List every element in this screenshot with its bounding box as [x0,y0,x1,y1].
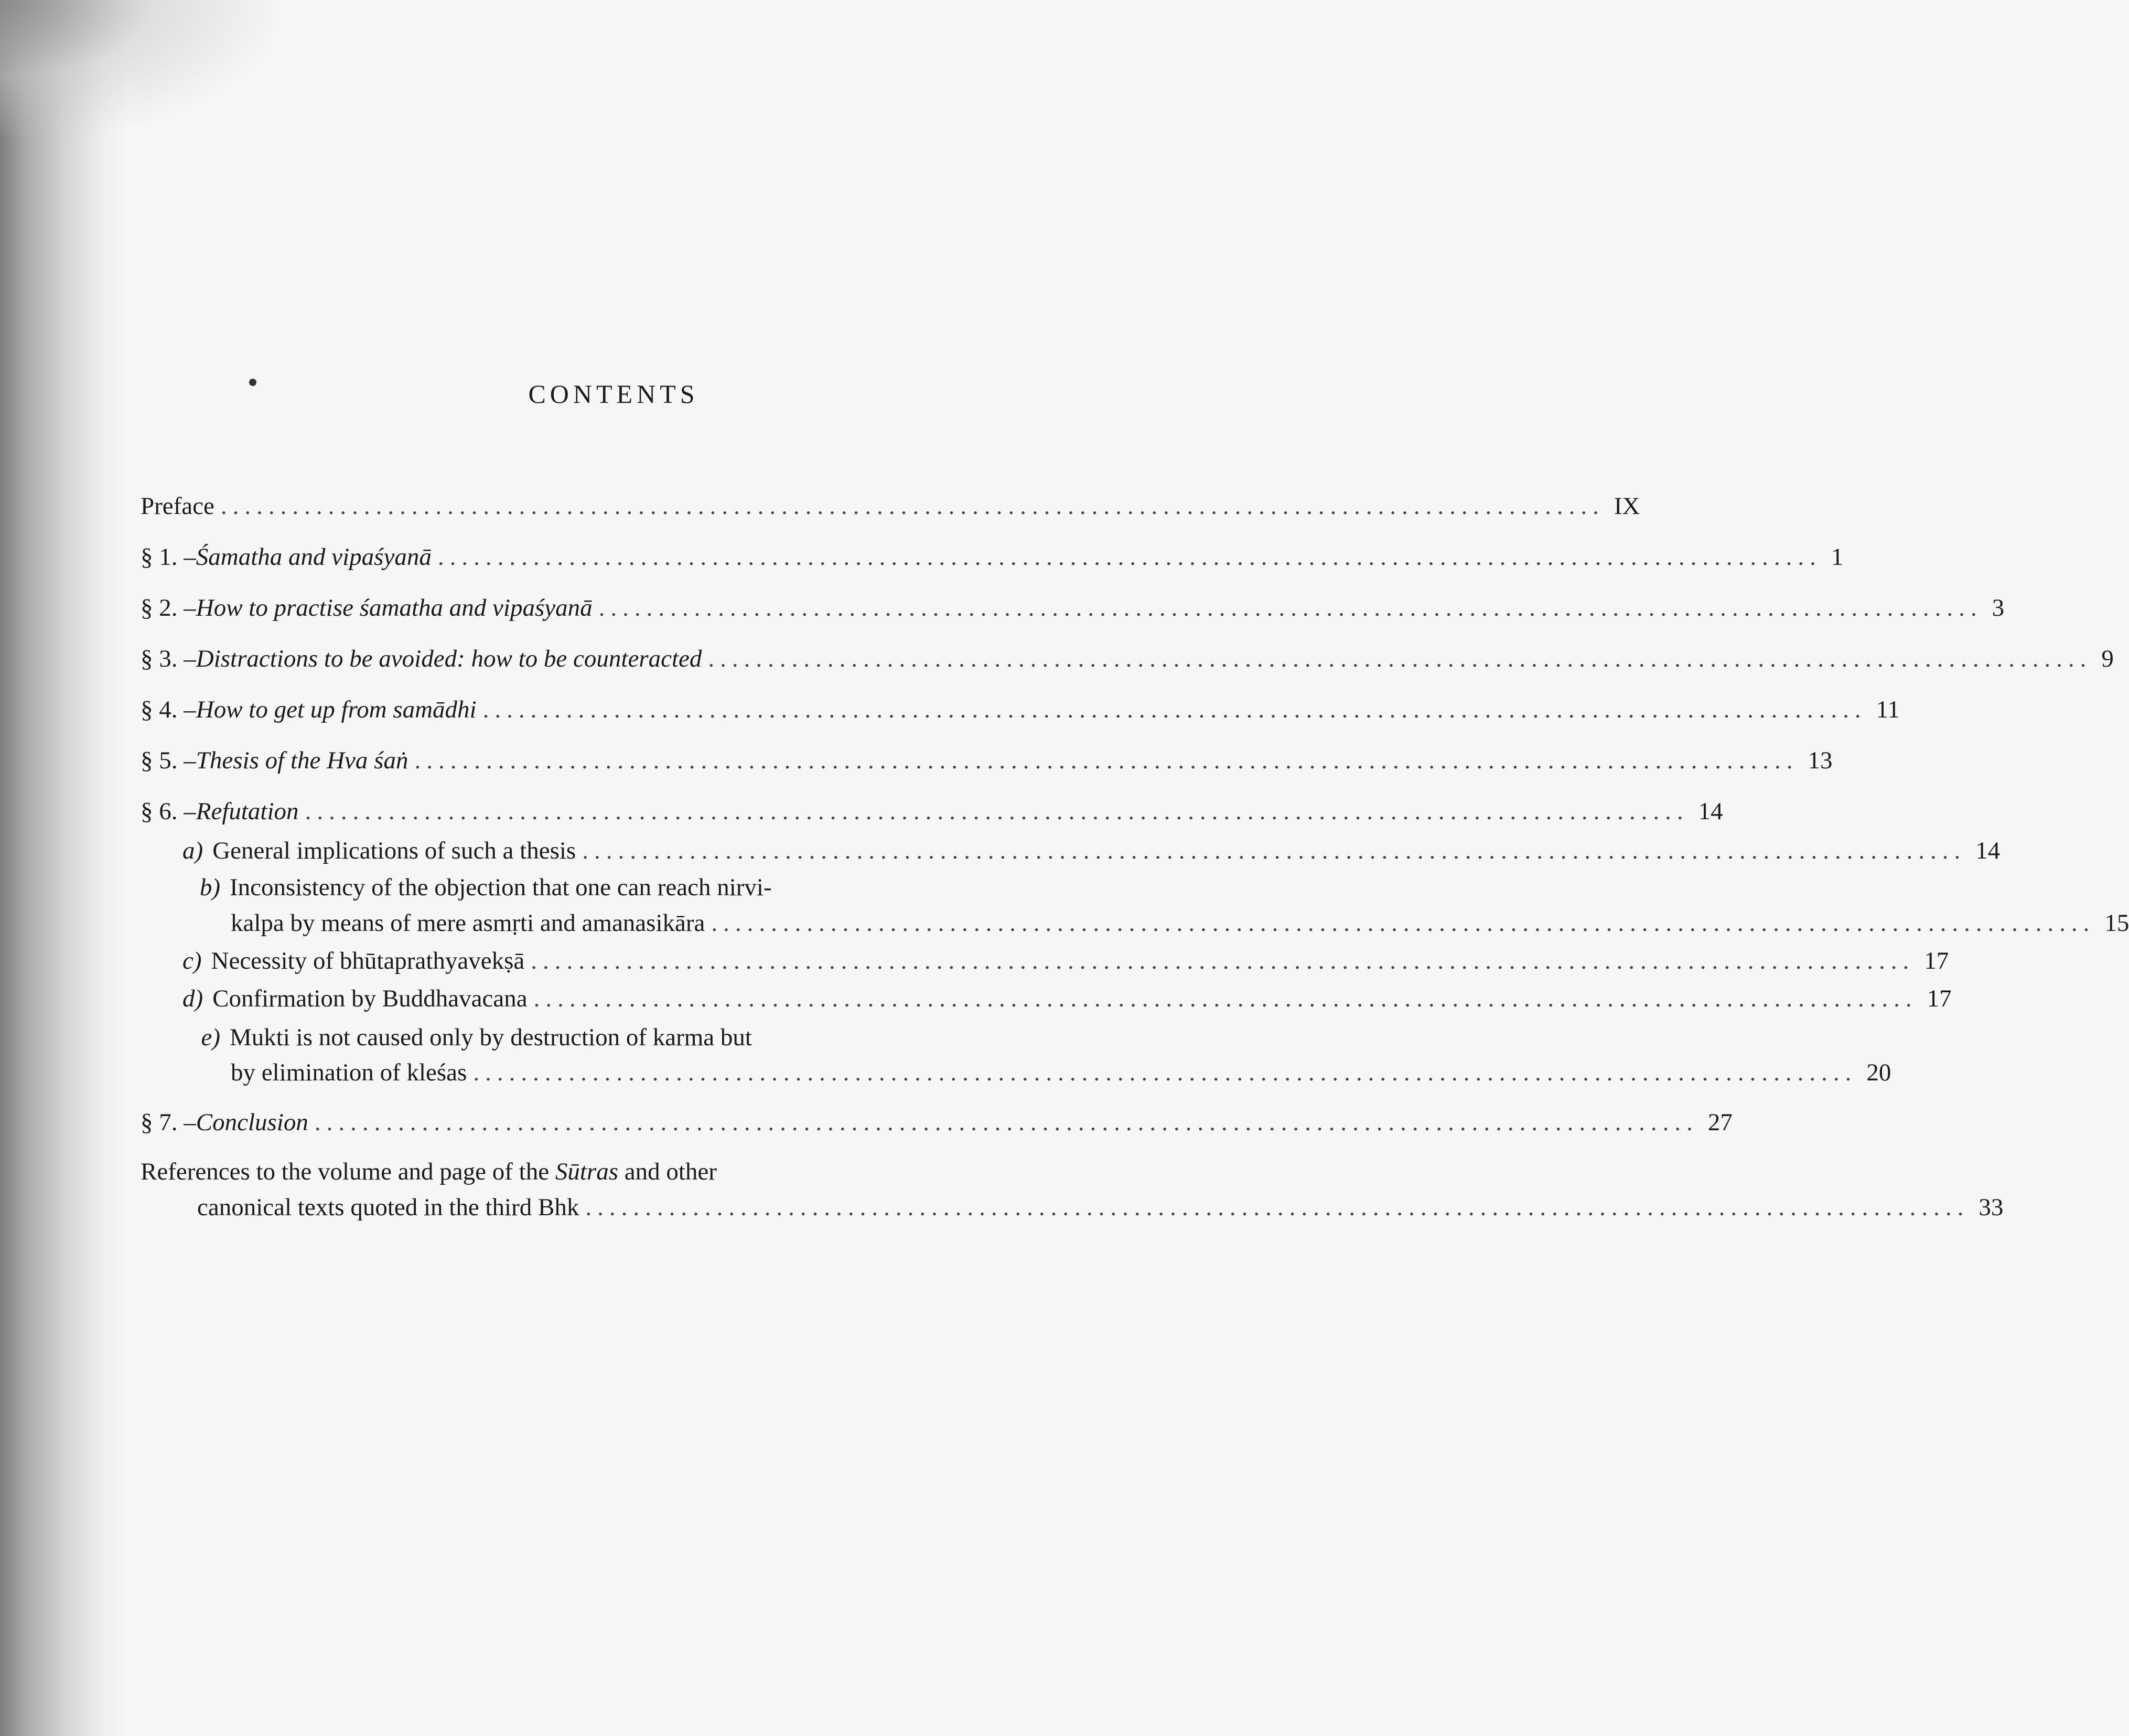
toc-page-number: 27 [1707,1109,1733,1136]
subentry-letter: c) [182,947,202,974]
toc-page-number: 1 [1831,543,1844,571]
leader-dots: .................................................................................................................... [220,492,1605,520]
subentry-letter: e) [201,1024,220,1051]
toc-subentry-c[interactable] [141,947,1949,975]
subentry-title: General implications of such a thesis [212,837,576,864]
leader-dots: .................................................................................................................... [533,985,1918,1012]
toc-entry-references[interactable] [141,1158,954,1186]
subentry-title: Inconsistency of the objection that one can reach nirvi- [230,874,772,901]
toc-page-number: 13 [1808,747,1833,774]
toc-label: Preface [141,492,214,520]
scan-shadow-corner [0,0,273,136]
toc-page-number: 11 [1876,696,1900,723]
section-title: Śamatha and vipaśyanā [196,543,432,571]
scan-shadow-edge [0,0,126,1736]
section-title: How to practise śamatha and vipaśyanā [196,594,593,621]
toc-page-number: 33 [1979,1194,2004,1221]
leader-dots: .................................................................................................................... [711,909,2095,937]
toc-entry-section-2[interactable] [141,594,2005,622]
leader-dots: .................................................................................................................... [314,1109,1698,1136]
leader-dots: .................................................................................................................... [582,837,1966,864]
leader-dots: .................................................................................................................... [305,798,1689,825]
section-title: Thesis of the Hva śaṅ [196,747,408,774]
subentry-title: Necessity of bhūtaprathyavekṣā [211,947,525,974]
page-title: CONTENTS [528,379,699,409]
references-text-continued: canonical texts quoted in the third Bhk [197,1194,579,1221]
toc-page-number: 14 [1975,837,2001,864]
leader-dots: .................................................................................................................... [708,645,2092,672]
toc-entry-preface[interactable] [141,492,1640,520]
section-number: § 5. – [141,747,196,774]
toc-page-number: 17 [1927,985,1952,1012]
leader-dots: .................................................................................................................... [414,747,1799,774]
toc-subentry-b[interactable] [141,873,954,902]
toc-subentry-e[interactable] [141,1023,954,1052]
leader-dots: .................................................................................................................... [473,1059,1857,1086]
toc-entry-section-1[interactable] [141,543,1844,571]
section-number: § 6. – [141,798,196,825]
leader-dots: .................................................................................................................... [585,1194,1970,1221]
toc-page-number: 14 [1698,798,1723,825]
leader-dots: .................................................................................................................... [482,696,1867,723]
toc-page-number: 15 [2104,909,2129,937]
section-number: § 3. – [141,645,196,672]
section-title: How to get up from samādhi [196,696,477,723]
toc-page-number: 17 [1924,947,1949,974]
subentry-title-continued: kalpa by means of mere asmṛti and amanasikāra [231,909,705,937]
toc-page-number: 9 [2101,645,2114,672]
subentry-letter: d) [182,985,203,1012]
subentry-letter: a) [182,837,203,864]
toc-page-number: 3 [1992,594,2005,621]
leader-dots: .................................................................................................................... [531,947,1915,974]
subentry-title-continued: by elimination of kleśas [231,1059,467,1086]
toc-page-number: 20 [1866,1059,1891,1086]
toc-subentry-a[interactable] [141,837,2001,865]
toc-entry-references-continued[interactable] [141,1193,2004,1221]
toc-page-number: IX [1614,492,1640,520]
toc-subentry-e-continued[interactable] [141,1058,1891,1087]
toc-entry-section-6[interactable] [141,797,1723,826]
section-title: Conclusion [196,1109,308,1136]
section-number: § 1. – [141,543,196,571]
toc-subentry-b-continued[interactable] [141,909,2129,937]
toc-entry-section-4[interactable] [141,695,1900,724]
toc-entry-section-3[interactable] [141,645,2114,673]
toc-entry-section-5[interactable] [141,746,1833,775]
subentry-letter: b) [199,874,220,901]
section-title: Distractions to be avoided: how to be counteracted [196,645,702,672]
subentry-title: Mukti is not caused only by destruction of karma but [230,1024,752,1051]
references-text: References to the volume and page of the Sūtras and other [141,1158,717,1185]
section-number: § 7. – [141,1109,196,1136]
leader-dots: .................................................................................................................... [598,594,1983,621]
section-number: § 4. – [141,696,196,723]
toc-entry-section-7[interactable] [141,1108,1733,1137]
leader-dots: .................................................................................................................... [437,543,1822,571]
section-number: § 2. – [141,594,196,621]
section-title: Refutation [196,798,299,825]
subentry-title: Confirmation by Buddhavacana [212,985,528,1012]
toc-subentry-d[interactable] [141,984,1952,1013]
